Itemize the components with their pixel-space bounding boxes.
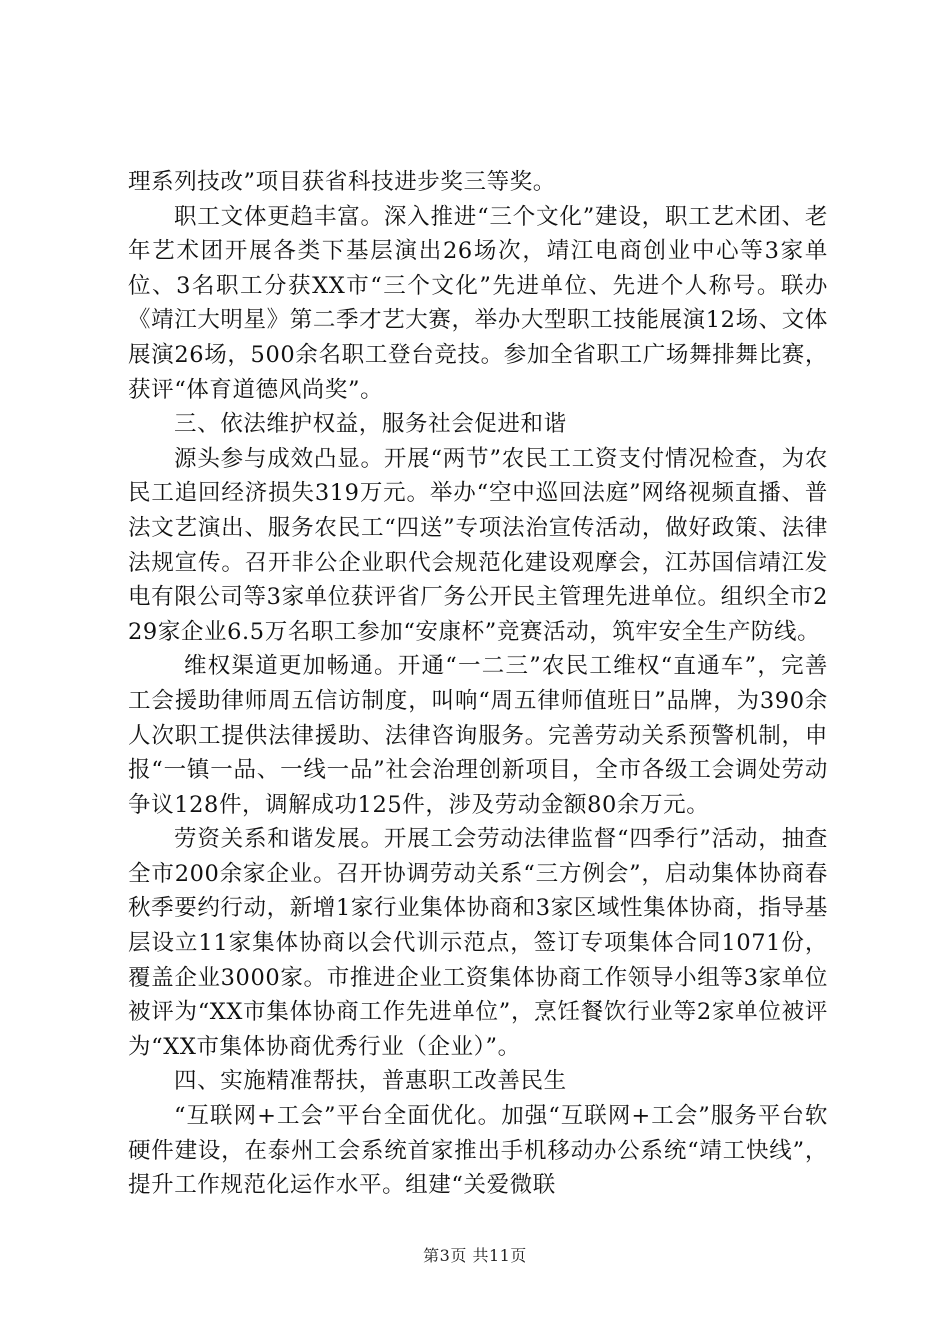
paragraph-continuation: 理系列技改”项目获省科技进步奖三等奖。 — [128, 169, 556, 195]
document-body — [128, 165, 828, 1203]
paragraph-culture: 职工文体更趋丰富。深入推进“三个文化”建设，职工艺术团、老年艺术团开展各类下基层演出26场次，靖江电商创业中心等3家单位、3名职工分获XX市“三个文化”先进单位、先进个人称号。联办《靖江大明星》第二季才艺大赛，举办大型职工技能展演12场、文体展演26场，500余名职工登台竞技。参加全省职工广场舞排舞比赛，获评“体育道德风尚奖”。 — [128, 203, 828, 403]
paragraph-internet-platform: “互联网+工会”平台全面优化。加强“互联网+工会”服务平台软硬件建设，在泰州工会系统首家推出手机移动办公系统“靖工快线”，提升工作规范化运作水平。组建“关爱微联 — [128, 1103, 828, 1199]
page-number-footer: 第3页 共11页 — [423, 1246, 527, 1265]
section-heading-4: 四、实施精准帮扶，普惠职工改善民生 — [174, 1068, 567, 1095]
paragraph-labor-relations: 劳资关系和谐发展。开展工会劳动法律监督“四季行”活动，抽查全市200余家企业。召开协调劳动关系“三方例会”，启动集体协商春秋季要约行动，新增1家行业集体协商和3家区域性集体协商，指导基层设立11家集体协商以会代训示范点，签订专项集体合同1071份，覆盖企业3000家。市推进企业工资集体协商工作领导小组等3家单位被评为“XX市集体协商工作先进单位”，烹饪餐饮行业等2家单位被评为“XX市集体协商优秀行业（企业）”。 — [128, 826, 828, 1060]
paragraph-source-participation: 源头参与成效凸显。开展“两节”农民工工资支付情况检查，为农民工追回经济损失319万元。举办“空中巡回法庭”网络视频直播、普法文艺演出、服务农民工“四送”专项法治宣传活动，做好政策、法律法规宣传。召开非公企业职代会规范化建设观摩会，江苏国信靖江发电有限公司等3家单位获评省厂务公开民主管理先进单位。组织全市229家企业6.5万名职工参加“安康杯”竞赛活动，筑牢安全生产防线。 — [128, 445, 828, 645]
paragraph-rights-channels: 维权渠道更加畅通。开通“一二三”农民工维权“直通车”，完善工会援助律师周五信访制度，叫响“周五律师值班日”品牌，为390余人次职工提供法律援助、法律咨询服务。完善劳动关系预警机制，申报“一镇一品、一线一品”社会治理创新项目，全市各级工会调处劳动争议128件，调解成功125件，涉及劳动金额80余万元。 — [128, 653, 828, 818]
section-heading-3: 三、依法维护权益，服务社会促进和谐 — [174, 411, 567, 438]
